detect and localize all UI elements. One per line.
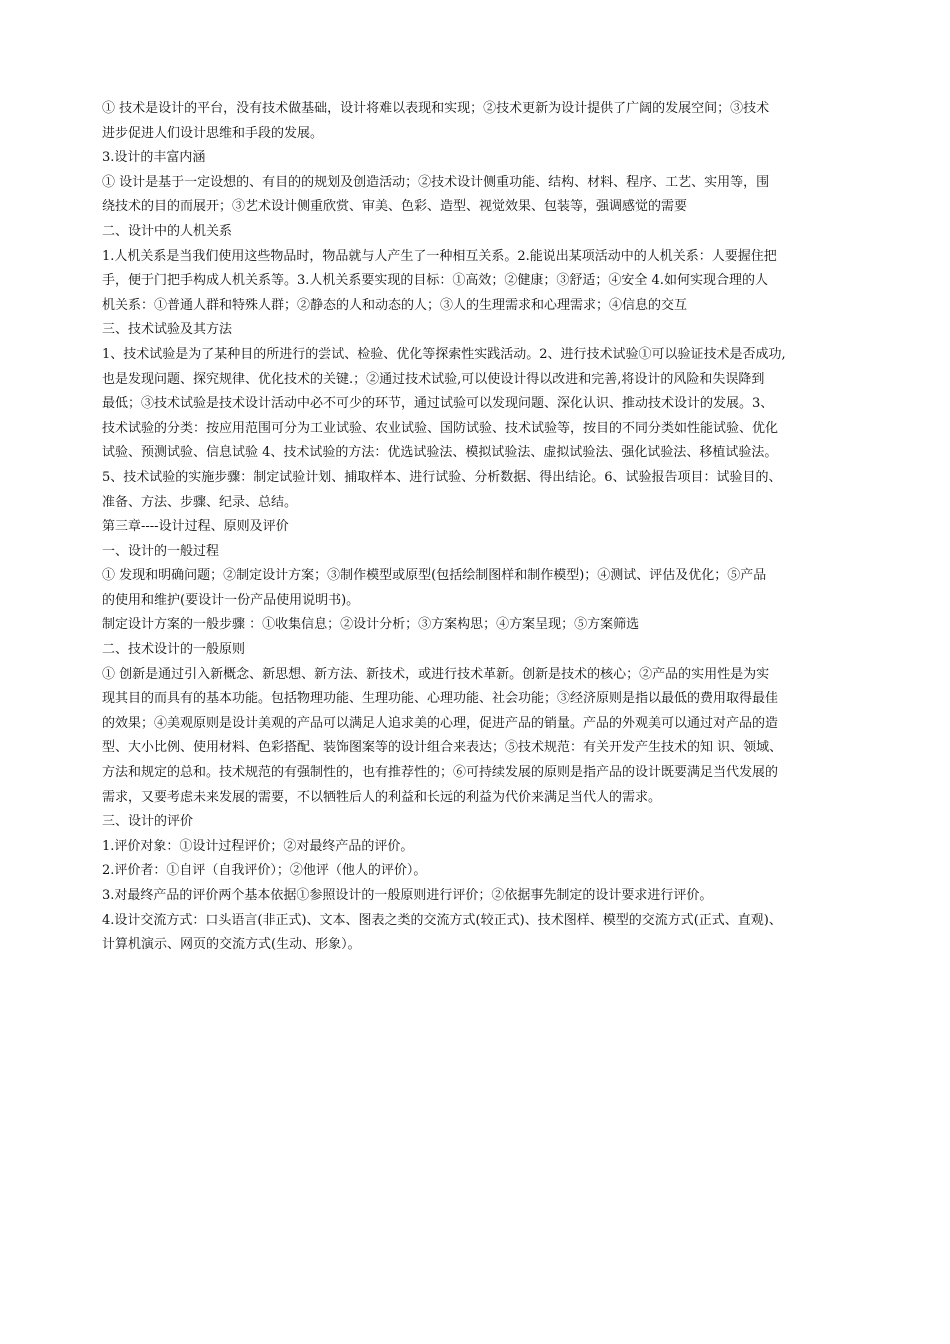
text-line: 3.对最终产品的评价两个基本依据①参照设计的一般原则进行评价；②依据事先制定的设计要求进行评价。 (102, 888, 713, 903)
text-line: 4.设计交流方式：口头语言(非正式)、文本、图表之类的交流方式(较正式)、技术图样、模型的交流方式(正式、直观)、 (102, 912, 782, 928)
text-line: 最低；③技术试验是技术设计活动中必不可少的环节，通过试验可以发现问题、深化认识、推动技术设计的发展。3、 (102, 396, 774, 412)
text-line: 1.人机关系是当我们使用这些物品时，物品就与人产生了一种相互关系。2.能说出某项活动中的人机关系：人要握住把 (102, 248, 777, 264)
section-heading: 三、技术试验及其方法 (102, 322, 233, 338)
text-line: 机关系：①普通人群和特殊人群；②静态的人和动态的人；③人的生理需求和心理需求；④信息的交互 (102, 297, 688, 313)
text-line: 现其目的而具有的基本功能。包括物理功能、生理功能、心理功能、社会功能；③经济原则是指以最低的费用取得最佳 (102, 691, 779, 707)
text-line: 型、大小比例、使用材料、色彩搭配、装饰图案等的设计组合来表达；⑤技术规范：有关开发产生技术的知 识、领域、 (102, 740, 783, 756)
text-line: 5、技术试验的实施步骤：制定试验计划、捕取样本、进行试验、分析数据、得出结论。6、试验报告项目：试验目的、 (102, 469, 782, 485)
text-line: 进步促进人们设计思维和手段的发展。 (102, 125, 324, 141)
text-line: ① 创新是通过引入新概念、新思想、新方法、新技术，或进行技术革新。创新是技术的核心；②产品的实用性是为实 (102, 666, 770, 682)
section-heading: 二、设计中的人机关系 (102, 223, 233, 239)
text-line: 制定设计方案的一般步骤 ：①收集信息；②设计分析；③方案构思；④方案呈现；⑤方案筛选 (102, 617, 640, 633)
text-line: 手，便于门把手构成人机关系等。3.人机关系要实现的目标：①高效；②健康；③舒适；④安全 4.如何实现合理的人 (102, 273, 768, 289)
text-line: 的使用和维护(要设计一份产品使用说明书)。 (102, 592, 360, 608)
text-line: ① 发现和明确问题；②制定设计方案；③制作模型或原型(包括绘制图样和制作模型)；④测试、评估及优化；⑤产品 (102, 568, 767, 584)
text-line: 需求，又要考虑未来发展的需要，不以牺牲后人的利益和长远的利益为代价来满足当代人的需求。 (102, 789, 662, 805)
text-line: 的效果；④美观原则是设计美观的产品可以满足人追求美的心理，促进产品的销量。产品的外观美可以通过对产品的造 (102, 715, 779, 731)
chapter-heading: 第三章----设计过程、原则及评价 (102, 519, 289, 535)
text-line: 技术试验的分类：按应用范围可分为工业试验、农业试验、国防试验、技术试验等，按目的不同分类如性能试验、优化 (102, 420, 779, 436)
text-line: 方法和规定的总和。技术规范的有强制性的，也有推荐性的；⑥可持续发展的原则是指产品的设计既要满足当代发展的 (102, 765, 779, 781)
text-line: 1.评价对象：①设计过程评价；②对最终产品的评价。 (102, 838, 414, 854)
section-heading: 三、设计的评价 (102, 814, 194, 830)
text-line: 试验、预测试验、信息试验 4、技术试验的方法：优选试验法、模拟试验法、虚拟试验法、强化试验法、移植试验法。 (102, 445, 778, 461)
text-line: 2.评价者：①自评（自我评价）；②他评（他人的评价）。 (102, 863, 427, 879)
text-line: ① 设计是基于一定设想的、有目的的规划及创造活动；②技术设计侧重功能、结构、材料、程序、工艺、实用等，围 (102, 174, 770, 190)
text-line: 计算机演示、网页的交流方式(生动、形象）。 (102, 937, 361, 953)
text-line: 绕技术的目的而展开；③艺术设计侧重欣赏、审美、色彩、造型、视觉效果、包装等，强调感觉的需要 (102, 199, 688, 215)
text-line: 也是发现问题、探究规律、优化技术的关键.；②通过技术试验,可以使设计得以改进和完善,将设计的风险和失误降到 (102, 371, 765, 387)
section-heading: 3.设计的丰富内涵 (102, 150, 206, 166)
text-line: 准备、方法、步骤、纪录、总结。 (102, 494, 298, 510)
text-line: 1、技术试验是为了某种目的所进行的尝试、检验、优化等探索性实践活动。2、进行技术试验①可以验证技术是否成功, (102, 346, 786, 362)
section-heading: 一、设计的一般过程 (102, 543, 220, 559)
section-heading: 二、技术设计的一般原则 (102, 642, 246, 658)
document-body (102, 97, 862, 958)
text-line: ① 技术是设计的平台，没有技术做基础，设计将难以表现和实现；②技术更新为设计提供了广阔的发展空间；③技术 (102, 101, 770, 116)
